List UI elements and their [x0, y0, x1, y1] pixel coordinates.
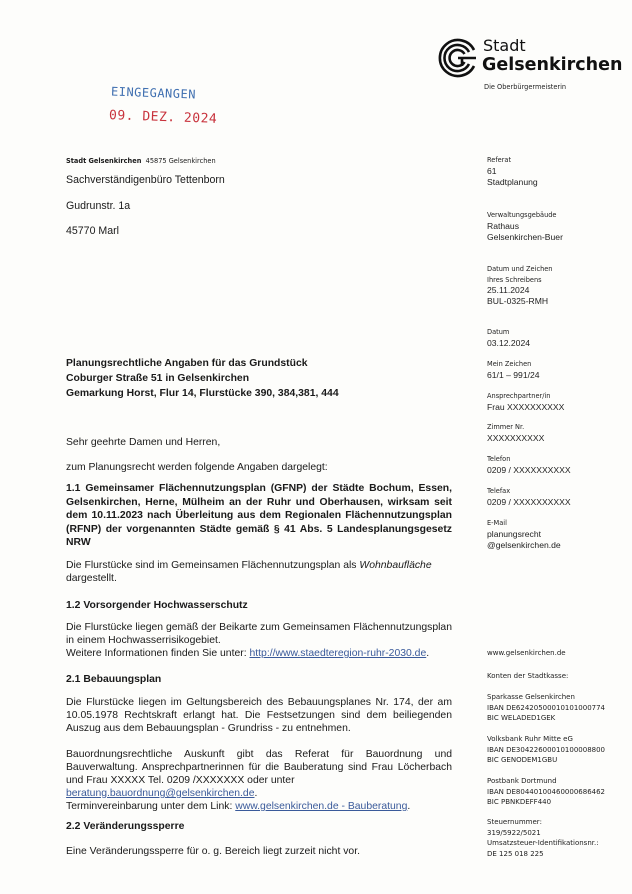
- bank-bic: BIC WELADED1GEK: [487, 714, 556, 722]
- section-2-1-text: Die Flurstücke liegen im Geltungsbereich des Bebauungsplanes Nr. 174, der am 10.05.1978 Rechtskraft erlangt hat. Die Festsetzungen sind dem beiliegenden Auszug aus dem Bebauungsplan - Grundriss - zu entnehmen.: [66, 697, 452, 735]
- logo-line2: Gelsenkirchen: [482, 55, 623, 75]
- sidebar-bank-3: [487, 776, 605, 805]
- sidebar-date: [487, 327, 530, 349]
- sidebar-accounts-label: Konten der Stadtkasse:: [487, 672, 569, 680]
- received-stamp: EINGEGANGEN: [110, 84, 197, 102]
- bank-name: Postbank Dortmund: [487, 777, 557, 785]
- bank-name: Sparkasse Gelsenkirchen: [487, 693, 575, 701]
- section-2-2-heading: 2.2 Veränderungssperre: [66, 821, 185, 832]
- value: planungsrecht: [487, 528, 541, 539]
- section-2-2-text: Eine Veränderungssperre für o. g. Bereich liegt zurzeit nicht vor.: [66, 846, 360, 857]
- sidebar-email: [487, 518, 561, 551]
- recipient-name: Sachverständigenbüro Tettenborn: [66, 174, 225, 186]
- sidebar-tax: [487, 817, 599, 859]
- recipient-street: Gudrunstr. 1a: [66, 200, 131, 212]
- label: Ihres Schreibens: [487, 275, 542, 284]
- logo-subtitle: Die Oberbürgermeisterin: [484, 83, 567, 91]
- intro: zum Planungsrecht werden folgende Angaben dargelegt:: [66, 462, 328, 473]
- section-1-2-heading: 1.2 Vorsorgender Hochwasserschutz: [66, 600, 248, 611]
- label: Ansprechpartner/in: [487, 392, 551, 400]
- bauberatung-email-line: beratung.bauordnung@gelsenkirchen.de.: [66, 788, 258, 799]
- value: 03.12.2024: [487, 337, 531, 348]
- label: Referat: [487, 156, 512, 164]
- bank-bic: BIC PBNKDEFF440: [487, 798, 552, 805]
- sidebar-building: [487, 210, 563, 243]
- value: 0209 / XXXXXXXXXX: [487, 464, 571, 475]
- subject-line: Gemarkung Horst, Flur 14, Flurstücke 390, 384,381, 444: [66, 388, 339, 399]
- value: 61: [487, 165, 497, 176]
- text: dargestellt.: [66, 573, 117, 585]
- value: DE 125 018 225: [487, 849, 544, 858]
- bank-iban: IBAN DE30422600010100008800: [487, 745, 606, 754]
- staedteregion-link[interactable]: http://www.staedteregion-ruhr-2030.de: [249, 648, 427, 659]
- sidebar-your-reference: [487, 264, 553, 307]
- bank-bic: BIC GENODEM1GBU: [487, 756, 558, 764]
- bank-iban: IBAN DE80440100460000686462: [487, 787, 606, 796]
- value: 61/1 – 991/24: [487, 369, 540, 380]
- label: Zimmer Nr.: [487, 423, 525, 431]
- section-2-1-info: Bauordnungsrechtliche Auskunft gibt das Referat für Bauordnung und Bauverwaltung. Ansprechpartnerinnen für die Bauberatung sind Frau Löcherbach und Frau XXXXX Tel. 0209 /XXXXXXX oder unter: [66, 749, 452, 787]
- sidebar-contact: [487, 391, 564, 413]
- logo-line1: Stadt: [483, 36, 526, 55]
- section-1-2-text: Die Flurstücke liegen gemäß der Beikarte zum Gemeinsamen Flächennutzungsplan in einem Hochwasserrisikogebiet.: [66, 622, 452, 647]
- subject-line: Planungsrechtliche Angaben für das Grundstück: [66, 358, 308, 369]
- bauberatung-email-link[interactable]: beratung.bauordnung@gelsenkirchen.de: [66, 788, 255, 799]
- sidebar-website: www.gelsenkirchen.de: [487, 649, 566, 657]
- sender-address: 45875 Gelsenkirchen: [145, 157, 216, 165]
- label: Telefon: [487, 455, 511, 463]
- text: Die Flurstücke sind im Gemeinsamen Flächennutzungsplan als: [66, 560, 360, 571]
- section-1-1-text: [66, 559, 452, 585]
- appointment-line: Terminvereinbarung unter dem Link: www.gelsenkirchen.de - Bauberatung.: [66, 801, 411, 812]
- salutation: Sehr geehrte Damen und Herren,: [66, 437, 221, 448]
- text: Weitere Informationen finden Sie unter:: [66, 648, 250, 659]
- sender-line: [66, 157, 216, 165]
- sidebar-bank-2: [487, 734, 605, 766]
- section-1-1-heading: 1.1 Gemeinsamer Flächennutzungsplan (GFNP) der Städte Bochum, Essen, Gelsenkirchen, Herne, Mülheim an der Ruhr und Oberhausen, wirksam seit dem 10.11.2023 nach Überleitung aus dem Regionalen Flächennutzungsplan (RFNP) der vorgenannten Städte gemäß § 41 Abs. 5 Landesplanungsgesetz NRW: [66, 483, 452, 549]
- sidebar-referat: [487, 155, 538, 188]
- value: BUL-0325-RMH: [487, 296, 549, 306]
- sidebar-room: [487, 422, 544, 444]
- sidebar-bank-1: [487, 692, 605, 724]
- sidebar-my-reference: [487, 359, 540, 381]
- text: Terminvereinbarung unter dem Link:: [66, 801, 236, 812]
- value: 25.11.2024: [487, 285, 530, 295]
- label: Datum und Zeichen: [487, 265, 553, 273]
- recipient-city: 45770 Marl: [66, 225, 119, 237]
- value: 319/5922/5021: [487, 828, 541, 837]
- value: Gelsenkirchen-Buer: [487, 231, 563, 242]
- value: 0209 / XXXXXXXXXX: [487, 496, 571, 507]
- subject-line: Coburger Straße 51 in Gelsenkirchen: [66, 373, 250, 384]
- sidebar-phone: [487, 454, 571, 476]
- label: Datum: [487, 328, 510, 336]
- value: @gelsenkirchen.de: [487, 539, 561, 550]
- value: Frau XXXXXXXXXX: [487, 401, 565, 412]
- value: Stadtplanung: [487, 176, 538, 187]
- sidebar-fax: [487, 486, 571, 508]
- label: Umsatzsteuer-Identifikationsnr.:: [487, 839, 599, 847]
- label: E-Mail: [487, 519, 507, 527]
- received-stamp-date: 09. DEZ. 2024: [108, 108, 218, 127]
- label: Verwaltungsgebäude: [487, 211, 557, 219]
- section-2-1-heading: 2.1 Bebauungsplan: [66, 674, 162, 685]
- bank-name: Volksbank Ruhr Mitte eG: [487, 735, 573, 743]
- bauberatung-link[interactable]: www.gelsenkirchen.de - Bauberatung: [235, 801, 408, 812]
- sender-name: Stadt Gelsenkirchen: [66, 157, 142, 165]
- land-use-type: Wohnbaufläche: [359, 560, 432, 571]
- value: XXXXXXXXXX: [487, 432, 545, 443]
- label: Telefax: [487, 487, 511, 495]
- city-logo-icon: [438, 38, 478, 78]
- label: Mein Zeichen: [487, 360, 532, 368]
- bank-iban: IBAN DE62420500010101000774: [487, 703, 606, 712]
- label: Steuernummer:: [487, 818, 542, 826]
- subject: [66, 356, 339, 401]
- value: Rathaus: [487, 220, 520, 231]
- section-1-2-more: Weitere Informationen finden Sie unter: http://www.staedteregion-ruhr-2030.de.: [66, 648, 430, 659]
